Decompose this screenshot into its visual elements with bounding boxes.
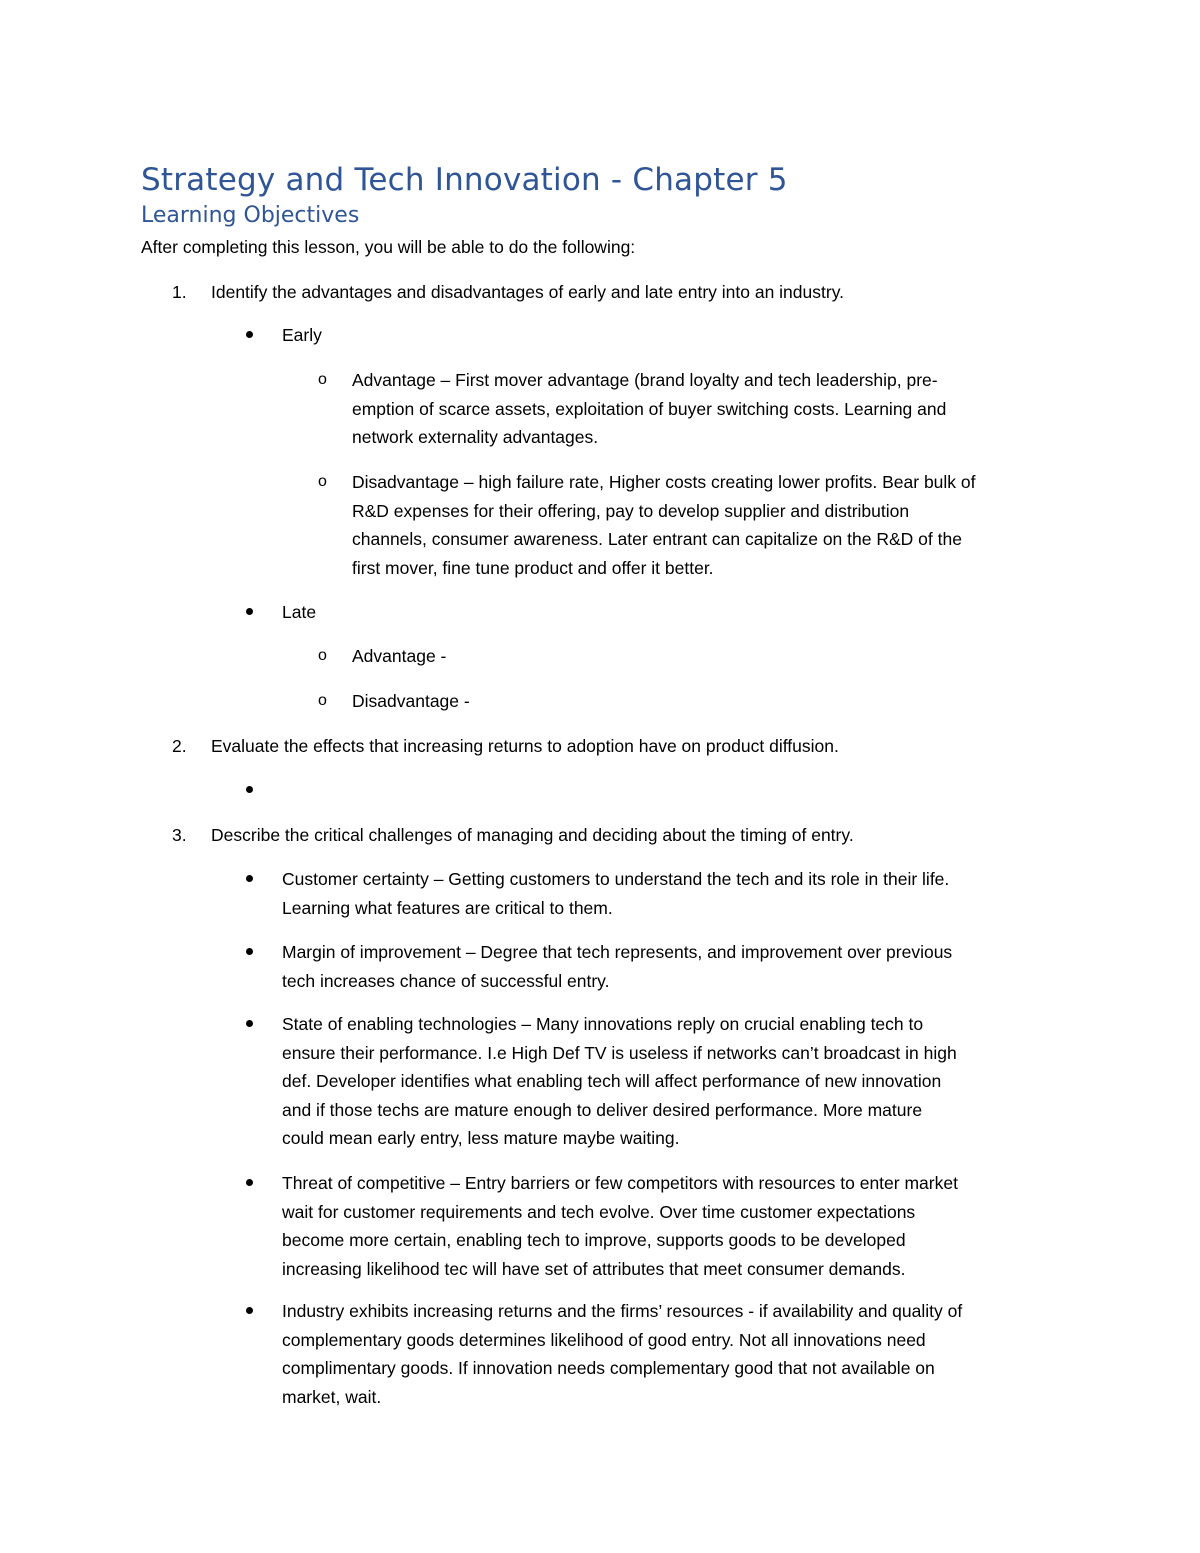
list-number-2: 2.: [172, 736, 187, 756]
challenge-line: increasing likelihood tec will have set of attributes that meet consumer demands.: [282, 1258, 906, 1279]
sub-bullet-o: o: [318, 473, 327, 490]
early-label: Early: [282, 325, 322, 345]
objective-3-text: Describe the critical challenges of managing and deciding about the timing of entry.: [211, 825, 854, 845]
document-title: Strategy and Tech Innovation - Chapter 5: [141, 162, 788, 198]
early-advantage-line: Advantage – First mover advantage (brand loyalty and tech leadership, pre-: [352, 370, 938, 390]
challenge-line: Industry exhibits increasing returns and the firms’ resources - if availability and quality of: [282, 1301, 963, 1321]
early-advantage-line: network externality advantages.: [352, 427, 599, 447]
bullet-icon: [246, 331, 253, 338]
sub-bullet-o: o: [318, 692, 327, 709]
challenge-line: market, wait.: [282, 1386, 382, 1407]
early-advantage-line: emption of scarce assets, exploitation of buyer switching costs. Learning and: [352, 398, 947, 419]
bullet-icon: [246, 1179, 253, 1186]
bullet-icon: [246, 1307, 253, 1314]
early-disadvantage-line: R&D expenses for their offering, pay to develop supplier and distribution: [352, 500, 910, 521]
bullet-icon: [246, 786, 253, 793]
bullet-icon: [246, 1020, 253, 1027]
late-advantage: Advantage -: [352, 646, 447, 666]
early-disadvantage-line: first mover, fine tune product and offer it better.: [352, 557, 714, 578]
list-number-1: 1.: [172, 282, 187, 302]
challenge-line: ensure their performance. I.e High Def TV is useless if networks can’t broadcast in high: [282, 1042, 957, 1063]
sub-bullet-o: o: [318, 647, 327, 664]
challenge-line: State of enabling technologies – Many innovations reply on crucial enabling tech to: [282, 1014, 924, 1034]
challenge-line: Learning what features are critical to them.: [282, 897, 613, 918]
bullet-icon: [246, 608, 253, 615]
bullet-icon: [246, 875, 253, 882]
early-disadvantage-line: channels, consumer awareness. Later entrant can capitalize on the R&D of the: [352, 529, 962, 549]
late-disadvantage: Disadvantage -: [352, 691, 470, 711]
challenge-line: def. Developer identifies what enabling tech will affect performance of new innovation: [282, 1071, 942, 1091]
section-heading: Learning Objectives: [141, 203, 360, 228]
sub-bullet-o: o: [318, 371, 327, 388]
challenge-line: and if those techs are mature enough to deliver desired performance. More mature: [282, 1099, 923, 1120]
challenge-line: Customer certainty – Getting customers to understand the tech and its role in their life.: [282, 869, 950, 889]
challenge-line: could mean early entry, less mature maybe waiting.: [282, 1128, 680, 1148]
objective-2-text: Evaluate the effects that increasing returns to adoption have on product diffusion.: [211, 736, 839, 756]
late-label: Late: [282, 602, 317, 622]
list-number-3: 3.: [172, 825, 187, 845]
bullet-icon: [246, 948, 253, 955]
challenge-line: wait for customer requirements and tech evolve. Over time customer expectations: [282, 1201, 916, 1222]
challenge-line: complementary goods determines likelihood of good entry. Not all innovations need: [282, 1329, 926, 1350]
challenge-line: tech increases chance of successful entry.: [282, 970, 610, 991]
objective-1-text: Identify the advantages and disadvantages of early and late entry into an industry.: [211, 282, 845, 302]
early-disadvantage-line: Disadvantage – high failure rate, Higher costs creating lower profits. Bear bulk of: [352, 472, 976, 492]
intro-text: After completing this lesson, you will be able to do the following:: [141, 237, 636, 257]
challenge-line: become more certain, enabling tech to improve, supports goods to be developed: [282, 1230, 906, 1250]
challenge-line: Margin of improvement – Degree that tech represents, and improvement over previous: [282, 942, 953, 962]
challenge-line: complimentary goods. If innovation needs complementary good that not available on: [282, 1358, 935, 1378]
challenge-line: Threat of competitive – Entry barriers or few competitors with resources to enter market: [282, 1173, 958, 1193]
